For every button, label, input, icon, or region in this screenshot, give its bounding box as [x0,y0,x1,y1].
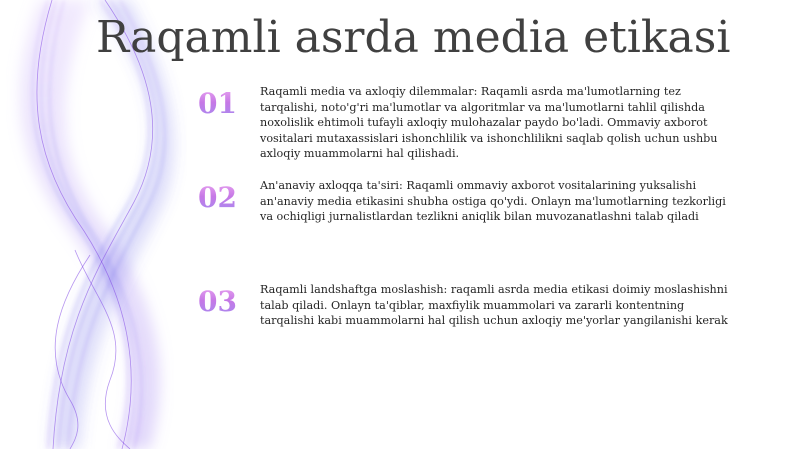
list-item-02 [198,179,758,292]
item-number: 01 [198,88,248,120]
item-text: Raqamli landshaftga moslashish: raqamli asrda media etikasi doimiy moslashishni talab qiladi. Onlayn ta'qiblar, maxfiylik muammolari va zararli kontentning tarqalishi kabi muammolarni hal qilish uchun axloqiy me'yorlar yangilanishi kerak [260,283,728,328]
item-number: 02 [198,182,248,214]
item-number: 03 [198,286,248,318]
list-item-03 [198,283,758,396]
item-text: Raqamli media va axloqiy dilemmalar: Raqamli asrda ma'lumotlarning tez tarqalishi, noto'g'ri ma'lumotlar va algoritmlar va ma'lumotlarni tahlil qilishda noxolislik ehtimoli tufayli axloqiy mulohazalar paydo bo'ladi. Ommaviy axborot vositalari mutaxassislari ishonchlilik va ishonchlilikni saqlab qolish uchun ushbu axloqiy muammolarni hal qilishadi. [260,85,718,161]
slide-title: Raqamli asrda media etikasi [96,12,731,63]
item-text: An'anaviy axloqqa ta'siri: Raqamli ommaviy axborot vositalarining yuksalishi an'anaviy media etikasini shubha ostiga qo'ydi. Onlayn ma'lumotlarning tezkorligi va ochiqligi jurnalistlardan tezlikni aniqlik bilan muvozanatlashni talab qiladi [260,179,726,224]
purple-smoke-ribbon-decoration [0,0,200,449]
